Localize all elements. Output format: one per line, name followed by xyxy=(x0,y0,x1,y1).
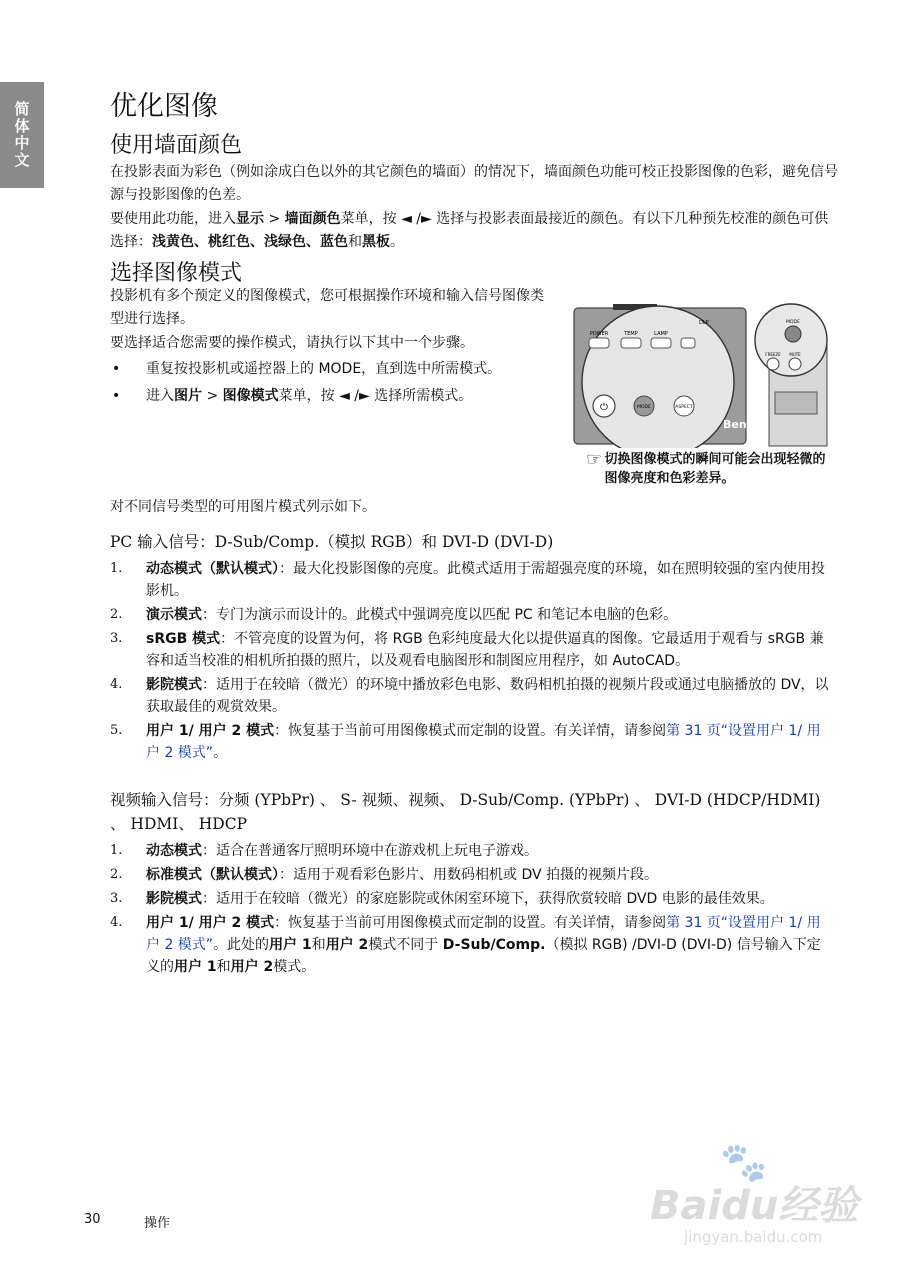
language-tab: 简体中文 xyxy=(0,82,44,188)
remote-keypad xyxy=(775,392,817,414)
remote-freeze-label: FREEZE xyxy=(765,352,781,357)
video-modes-section xyxy=(110,788,830,980)
video-mode-item: 3. 影院模式：适用于在较暗（微光）的家庭影院或休闲室环境下，获得欣赏较暗 DVD 电影的最佳效果。 xyxy=(110,891,774,907)
remote-mode-key[interactable] xyxy=(785,326,801,342)
dlp-logo: DLP xyxy=(699,320,709,326)
picture-mode-desc: 投影机有多个预定义的图像模式，您可根据操作环境和输入信号图像类型进行选择。 xyxy=(110,288,544,327)
video-mode-item: 2. 标准模式（默认模式）：适用于观看彩色影片、用数码相机或 DV 拍摄的视频片段。 xyxy=(110,867,659,883)
page-number: 30 xyxy=(84,1212,101,1227)
watermark-brand: Baidu经验 xyxy=(650,1183,859,1229)
remote-mode-label: MODE xyxy=(786,320,800,325)
page-title: 优化图像 xyxy=(110,91,218,122)
page-31-link[interactable]: 第 31 页“设置用户 1/ 用户 2 模式” xyxy=(146,723,821,761)
modes-intro: 对不同信号类型的可用图片模式列示如下。 xyxy=(110,499,376,515)
wall-color-section xyxy=(110,128,840,254)
remote-mute-key[interactable] xyxy=(789,358,801,370)
pc-modes-section xyxy=(110,530,830,766)
video-signal-heading: 视频输入信号：分频 (YPbPr) 、 S- 视频、视频、 D-Sub/Comp. (YPbPr) 、 DVI-D (HDCP/HDMI) 、 HDMI、 HDCP xyxy=(110,791,821,833)
video-mode-list xyxy=(110,840,830,978)
power-label: POWER xyxy=(589,331,609,337)
wall-color-usage: 要使用此功能，进入显示 > 墙面颜色菜单，按 ◄ /► 选择与投影表面最接近的颜色。有以下几种预先校准的颜色可供选择：浅黄色、桃红色、浅绿色、蓝色和黑板。 xyxy=(110,211,829,250)
page-31-link[interactable]: 第 31 页“设置用户 1/ 用户 2 模式” xyxy=(146,915,821,953)
power-button[interactable] xyxy=(589,338,609,348)
control-panel-zoom xyxy=(582,306,734,448)
extra-indicator xyxy=(681,338,695,348)
temp-label: TEMP xyxy=(624,331,638,337)
aspect-key-label: ASPECT xyxy=(675,405,693,410)
mode-key-label: MODE xyxy=(637,405,651,410)
watermark-url: jingyan.baidu.com xyxy=(684,1228,823,1246)
power-icon: ⏻ xyxy=(600,402,608,413)
lamp-label: LAMP xyxy=(654,331,668,337)
remote-mute-label: MUTE xyxy=(789,352,801,357)
video-mode-item: 1. 动态模式：适合在普通客厅照明环境中在游戏机上玩电子游戏。 xyxy=(110,843,538,859)
step-bullet-2: • 进入图片 > 图像模式菜单，按 ◄ /► 选择所需模式。 xyxy=(110,385,552,407)
pointing-hand-icon: ☞ xyxy=(586,449,603,470)
watermark xyxy=(640,1140,860,1260)
step-bullet-1: • 重复按投影机或遥控器上的 MODE，直到选中所需模式。 xyxy=(110,358,552,380)
remote-freeze-key[interactable] xyxy=(767,358,779,370)
pc-mode-item: 5. 用户 1/ 用户 2 模式：恢复基于当前可用图像模式而定制的设置。有关详情，请参阅第 31 页“设置用户 1/ 用户 2 模式”。 xyxy=(110,723,821,761)
footer-section-label: 操作 xyxy=(144,1216,171,1231)
wall-color-desc: 在投影表面为彩色（例如涂成白色以外的其它颜色的墙面）的情况下，墙面颜色功能可校正投影图像的色彩，避免信号源与投影图像的色差。 xyxy=(110,164,838,203)
brand-logo: BenQ xyxy=(723,418,757,431)
pc-signal-heading: PC 输入信号：D-Sub/Comp.（模拟 RGB）和 DVI-D (DVI-D) xyxy=(110,533,554,551)
note-box xyxy=(586,450,836,488)
lamp-indicator xyxy=(651,338,671,348)
temp-indicator xyxy=(621,338,641,348)
note-text: 切换图像模式的瞬间可能会出现轻微的图像亮度和色彩差异。 xyxy=(604,452,826,486)
projector-figure xyxy=(573,302,835,448)
wall-color-heading: 使用墙面颜色 xyxy=(110,133,243,158)
video-mode-item: 4. 用户 1/ 用户 2 模式：恢复基于当前可用图像模式而定制的设置。有关详情，请参阅第 31 页“设置用户 1/ 用户 2 模式”。此处的用户 1和用户 2模式不同于 D-Sub/Comp.（模拟 RGB) /DVI-D (DVI-D) 信号输入下定义的用户 1和用户 2模式。 xyxy=(110,915,821,975)
picture-mode-text xyxy=(110,285,552,407)
pc-mode-item: 4. 影院模式：适用于在较暗（微光）的环境中播放彩色电影、数码相机拍摄的视频片段或通过电脑播放的 DV，以获取最佳的观赏效果。 xyxy=(110,677,829,715)
picture-mode-heading: 选择图像模式 xyxy=(110,261,243,286)
picture-mode-steps-intro: 要选择适合您需要的操作模式，请执行以下其中一个步骤。 xyxy=(110,335,474,351)
pc-mode-item: 1. 动态模式（默认模式）：最大化投影图像的亮度。此模式适用于需超强亮度的环境，如在照明较强的室内使用投影机。 xyxy=(110,561,825,599)
pc-mode-list xyxy=(110,558,830,764)
paw-icon: 🐾 xyxy=(720,1140,768,1184)
pc-mode-item: 3. sRGB 模式：不管亮度的设置为何，将 RGB 色彩纯度最大化以提供逼真的图像。它最适用于观看与 sRGB 兼容和适当校准的相机所拍摄的照片，以及观看电脑图形和制图应用程序，如 AutoCAD。 xyxy=(110,631,824,669)
pc-mode-item: 2. 演示模式：专门为演示而设计的。此模式中强调亮度以匹配 PC 和笔记本电脑的色彩。 xyxy=(110,607,678,623)
